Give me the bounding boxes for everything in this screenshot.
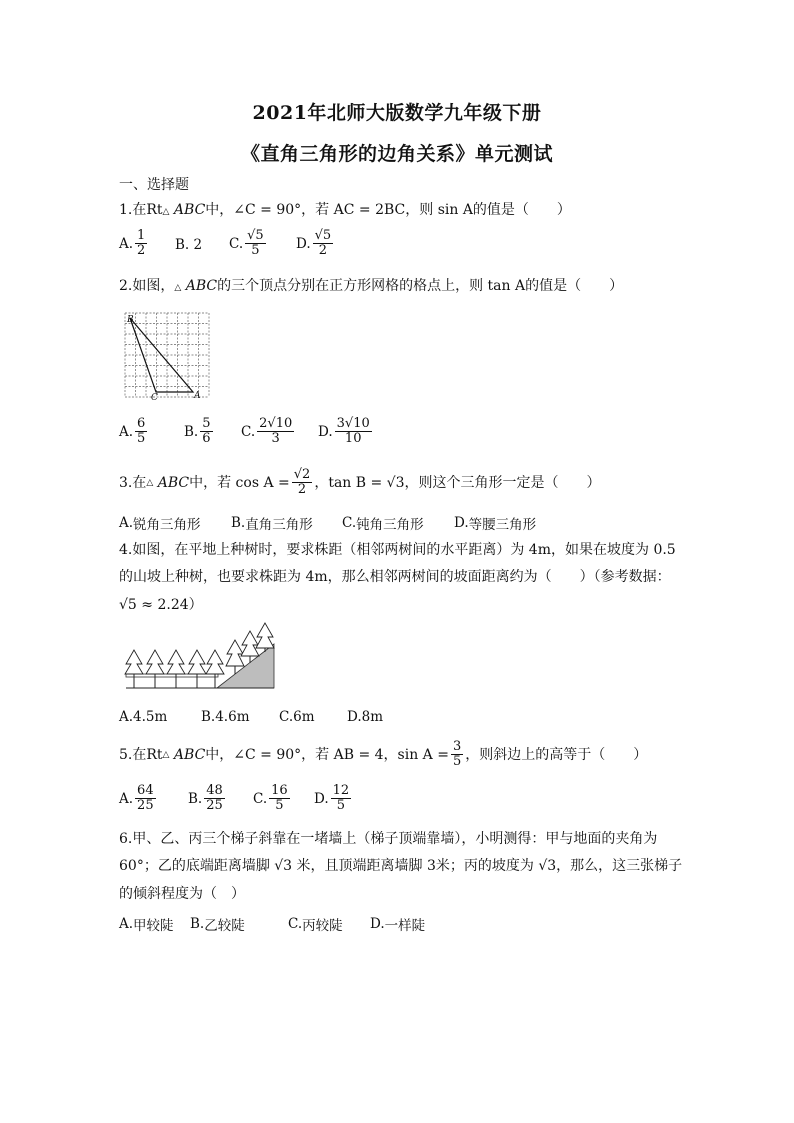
question-6-line-3: 的倾斜程度为（ ） — [119, 886, 245, 902]
question-4-option-c[interactable]: C. 6m — [279, 709, 315, 725]
question-5-stem: 5.在Rt △ ABC 中，∠C = 90°，若 AB = 4，sin A = $\frac{3}{5}$ ，则斜边上的高等于（ ） — [119, 739, 648, 769]
question-3-option-d[interactable]: D. 等腰三角形 — [454, 515, 537, 533]
question-3-option-b[interactable]: B. 直角三角形 — [231, 515, 313, 533]
question-2-option-d[interactable]: D. $\frac{3√10}{10}$ — [318, 416, 370, 446]
question-5-option-c[interactable]: C. $\frac{16}{5}$ — [253, 783, 288, 813]
svg-text:A: A — [194, 391, 201, 400]
question-4-option-b[interactable]: B. 4.6m — [201, 709, 250, 725]
question-5-option-b[interactable]: B. $\frac{48}{25}$ — [188, 783, 223, 813]
question-5-option-d[interactable]: D. $\frac{12}{5}$ — [314, 783, 350, 813]
grid-triangle-figure — [123, 310, 215, 400]
document-title: 2021年北师大版数学九年级下册 — [252, 102, 542, 124]
question-6-line-2: 60°；乙的底端距离墙脚 √3 米，且顶端距离墙脚 3米；丙的坡度为 √3，那么，这三张梯子 — [119, 858, 683, 874]
trees-on-slope-figure — [122, 622, 277, 692]
question-1-stem: 1.在Rt△ ABC中，∠C = 90°，若 AC = 2BC，则 sin A的值是（ ） — [119, 202, 571, 218]
question-2-option-b[interactable]: B. $\frac{5}{6}$ — [184, 416, 211, 446]
svg-text:B: B — [127, 315, 134, 325]
question-4-line-3: √5 ≈ 2.24） — [119, 597, 203, 613]
question-4-line-2: 的山坡上种树，也要求株距为 4m，那么相邻两树间的坡面距离约为（ ）（参考数据： — [119, 569, 671, 585]
question-6-option-b[interactable]: B. 乙较陡 — [190, 916, 245, 934]
question-1-option-a[interactable]: A. $\frac{1}{2}$ — [119, 228, 146, 258]
question-2-option-c[interactable]: C. $\frac{2√10}{3}$ — [241, 416, 293, 446]
question-6-line-1: 6.甲、乙、丙三个梯子斜靠在一堵墙上（梯子顶端靠墙），小明测得：甲与地面的夹角为 — [119, 831, 658, 847]
question-1-option-d[interactable]: D. $\frac{√5}{2}$ — [296, 228, 332, 258]
svg-text:C: C — [151, 393, 158, 400]
question-6-option-c[interactable]: C. 丙较陡 — [288, 916, 343, 934]
question-4-line-1: 4.如图，在平地上种树时，要求株距（相邻两树间的水平距离）为 4m，如果在坡度为 0.5 — [119, 542, 676, 558]
question-1-option-c[interactable]: C. $\frac{√5}{5}$ — [229, 228, 264, 258]
question-4-option-d[interactable]: D. 8m — [347, 709, 384, 725]
question-6-option-a[interactable]: A. 甲较陡 — [119, 916, 174, 934]
question-5-option-a[interactable]: A. $\frac{64}{25}$ — [119, 783, 154, 813]
question-4-option-a[interactable]: A. 4.5m — [119, 709, 168, 725]
question-3-option-a[interactable]: A. 锐角三角形 — [119, 515, 201, 533]
section-heading: 一、选择题 — [119, 177, 189, 193]
question-2-option-a[interactable]: A. $\frac{6}{5}$ — [119, 416, 146, 446]
document-subtitle: 《直角三角形的边角关系》单元测试 — [240, 143, 553, 165]
question-2-stem: 2.如图，△ ABC的三个顶点分别在正方形网格的格点上，则 tan A的值是（ ） — [119, 278, 624, 294]
question-3-stem: 3.在 △ ABC 中，若 cos A = $\frac{√2}{2}$ ，tan B = √3，则这个三角形一定是（ ） — [119, 467, 601, 497]
question-6-option-d[interactable]: D. 一样陡 — [370, 916, 426, 934]
question-3-option-c[interactable]: C. 钝角三角形 — [342, 515, 424, 533]
question-1-option-b[interactable]: B. 2 — [175, 237, 203, 253]
